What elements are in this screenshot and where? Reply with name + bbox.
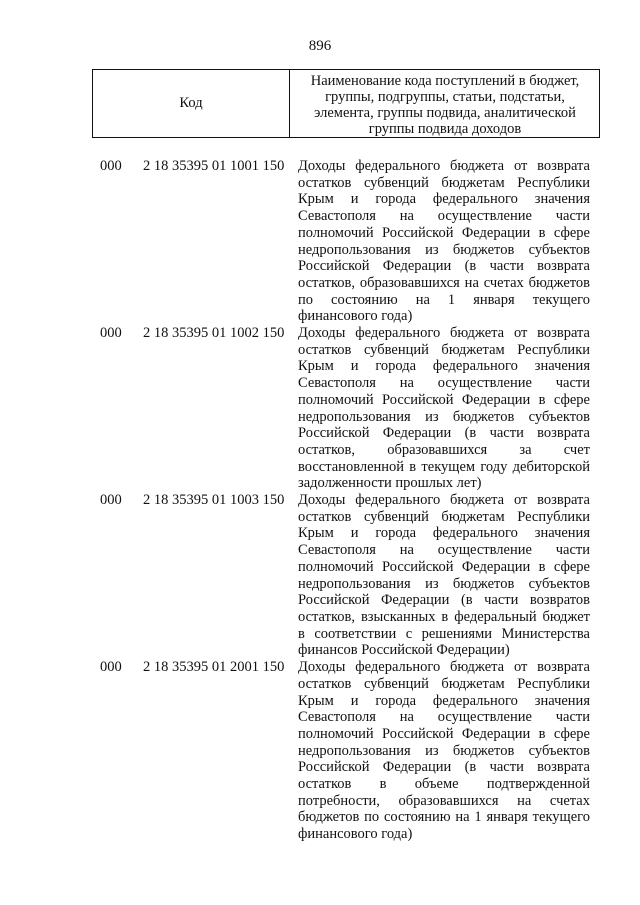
header-code-column <box>93 70 289 137</box>
table-header <box>92 69 600 138</box>
entry-admin-code: 000 <box>100 158 122 174</box>
entry-description: Доходы федерального бюджета от возврата остатков субвенций бюджетам Республики Крым и города федерального значения Севастополя на осуществление части полномочий Российской Федерации в сфере недропользования из бюджетов субъектов Российской Федерации (в части возврата остатков, образовавшихся на счетах бюджетов по состоянию на 1 января текущего финансового года) <box>298 158 590 325</box>
entry-revenue-code: 2 18 35395 01 1002 150 <box>143 325 285 342</box>
page-number: 896 <box>308 38 332 54</box>
entry-admin-code: 000 <box>100 325 122 342</box>
entry-revenue-code: 2 18 35395 01 1001 150 <box>143 158 285 174</box>
entry-revenue-code: 2 18 35395 01 2001 150 <box>143 659 285 676</box>
header-name-line: группы, подгруппы, статьи, подстатьи, <box>325 89 565 105</box>
entry-description: Доходы федерального бюджета от возврата остатков субвенций бюджетам Республики Крым и города федерального значения Севастополя на осуществление части полномочий Российской Федерации в сфере недропользования из бюджетов субъектов Российской Федерации (в части возврата остатков в объеме подтвержденной потребности, образовавшихся на счетах бюджетов по состоянию на 1 января текущего финансового года) <box>298 659 590 843</box>
header-code-label: Код <box>179 95 203 111</box>
header-name-line: Наименование кода поступлений в бюджет, <box>310 73 580 89</box>
revenue-entry <box>0 659 640 843</box>
header-name-line: элемента, группы подвида, аналитической <box>314 105 576 121</box>
revenue-entry <box>0 325 640 492</box>
entry-admin-code: 000 <box>100 492 122 509</box>
entry-revenue-code: 2 18 35395 01 1003 150 <box>143 492 285 509</box>
entry-admin-code: 000 <box>100 659 122 676</box>
header-name-column <box>290 73 600 137</box>
entry-description: Доходы федерального бюджета от возврата остатков субвенций бюджетам Республики Крым и города федерального значения Севастополя на осуществление части полномочий Российской Федерации в сфере недропользования из бюджетов субъектов Российской Федерации (в части возвратов остатков, взысканных в федеральный бюджет в соответствии с решениями Министерства финансов Российской Федерации) <box>298 492 590 659</box>
header-name-line: группы подвида доходов <box>368 121 522 137</box>
revenue-code-list <box>0 158 640 843</box>
entry-description: Доходы федерального бюджета от возврата остатков субвенций бюджетам Республики Крым и города федерального значения Севастополя на осуществление части полномочий Российской Федерации в сфере недропользования из бюджетов субъектов Российской Федерации (в части возврата остатков, образовавшихся за счет восстановленной в текущем году дебиторской задолженности прошлых лет) <box>298 325 590 492</box>
revenue-entry <box>0 492 640 659</box>
revenue-entry <box>0 158 640 325</box>
